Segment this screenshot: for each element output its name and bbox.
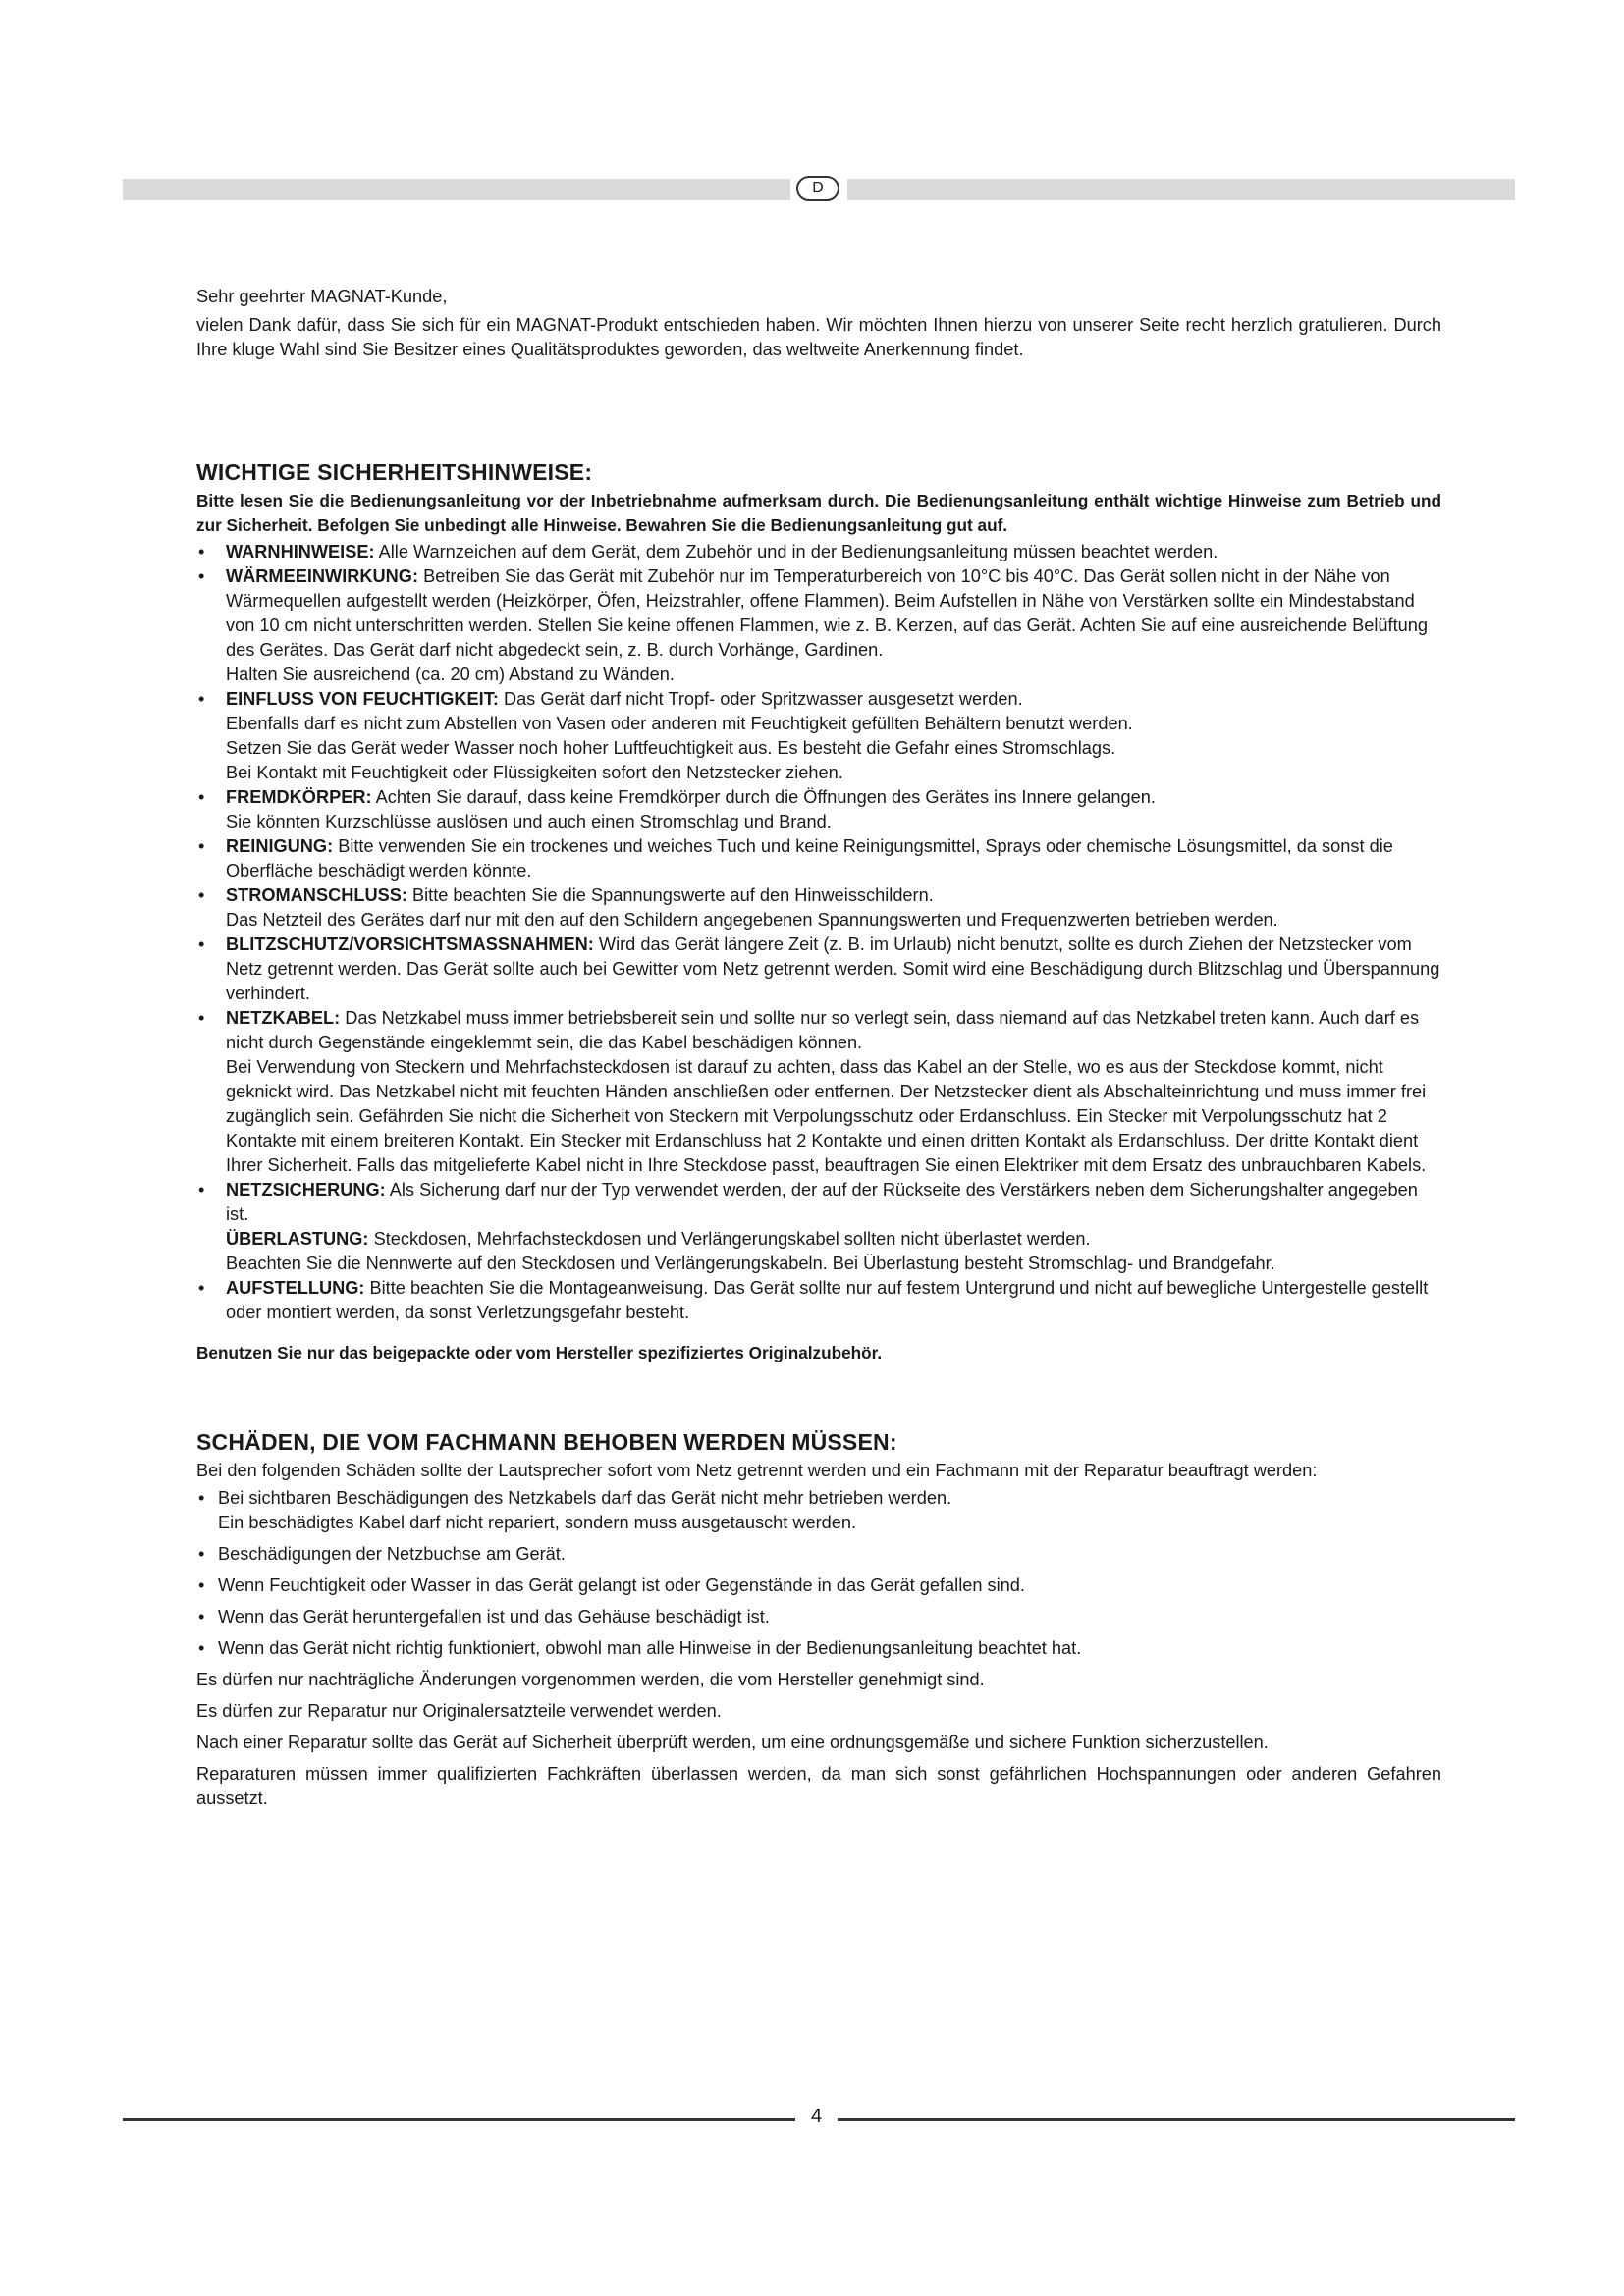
damage-item [196, 1636, 1441, 1661]
safety-item-waermeeinwirkung [196, 564, 1441, 687]
item-keyword: EINFLUSS VON FEUCHTIGKEIT: [226, 689, 499, 709]
safety-item-stromanschluss [196, 883, 1441, 933]
item-text: Bitte beachten Sie die Spannungswerte auf den Hinweisschildern. [411, 885, 934, 905]
bullet: • [198, 566, 205, 586]
item-keyword: NETZKABEL: [226, 1008, 341, 1028]
damage-item [196, 1542, 1441, 1567]
item-text: Sie könnten Kurzschlüsse auslösen und auch einen Stromschlag und Brand. [226, 812, 832, 831]
item-keyword: BLITZSCHUTZ/VORSICHTSMASSNAHMEN: [226, 934, 594, 954]
bullet: • [198, 934, 205, 954]
greeting-salutation: Sehr geehrter MAGNAT-Kunde, [196, 287, 448, 306]
header-bar [123, 179, 1515, 200]
bullet: • [198, 1638, 205, 1658]
language-badge: D [796, 176, 839, 201]
item-text: Beachten Sie die Nennwerte auf den Steckdosen und Verlängerungskabeln. Bei Überlastung besteht Stromschlag- und Brandgefahr. [226, 1254, 1275, 1273]
bullet: • [198, 885, 205, 905]
safety-item-feuchtigkeit [196, 687, 1441, 785]
damage-item [196, 1605, 1441, 1629]
item-keyword: STROMANSCHLUSS: [226, 885, 407, 905]
damage-paragraph: Es dürfen nur nachträgliche Änderungen vorgenommen werden, die vom Hersteller genehmigt sind. [196, 1670, 985, 1689]
bullet: • [198, 1575, 205, 1595]
damage-item [196, 1574, 1441, 1598]
item-text: Halten Sie ausreichend (ca. 20 cm) Abstand zu Wänden. [226, 665, 675, 684]
item-text: Wenn das Gerät heruntergefallen ist und das Gehäuse beschädigt ist. [218, 1607, 770, 1627]
damage-paragraph: Nach einer Reparatur sollte das Gerät auf Sicherheit überprüft werden, um eine ordnungsgemäße und sichere Funktion sicherzustellen. [196, 1733, 1269, 1752]
bullet: • [198, 542, 205, 561]
item-text: Das Netzkabel muss immer betriebsbereit sein und sollte nur so verlegt sein, dass niemand auf das Netzkabel treten kann. Auch darf es nicht durch Gegenstände eingeklemmt sein, die das Kabel beschädigen können. [226, 1008, 1420, 1052]
item-keyword: WÄRMEEINWIRKUNG: [226, 566, 418, 586]
item-text: Bei sichtbaren Beschädigungen des Netzkabels darf das Gerät nicht mehr betrieben werden. [218, 1488, 952, 1508]
header-rule-right [847, 179, 1515, 200]
safety-item-warnhinweise [196, 540, 1441, 564]
safety-item-aufstellung [196, 1276, 1441, 1325]
safety-closing: Benutzen Sie nur das beigepackte oder vom Hersteller spezifiziertes Originalzubehör. [196, 1343, 883, 1362]
page-content [196, 285, 1441, 1818]
bullet: • [198, 1278, 205, 1298]
item-keyword: FREMDKÖRPER: [226, 787, 372, 807]
bullet: • [198, 1607, 205, 1627]
item-text: Steckdosen, Mehrfachsteckdosen und Verlängerungskabel sollten nicht überlastet werden. [373, 1229, 1091, 1249]
damage-item [196, 1486, 1441, 1535]
safety-item-blitzschutz [196, 933, 1441, 1006]
greeting-body: vielen Dank dafür, dass Sie sich für ein MAGNAT-Produkt entschieden haben. Wir möchten Ihnen hierzu von unserer Seite recht herzlich gratulieren. Durch Ihre kluge Wahl sind Sie Besitzer eines Qualitätsproduktes geworden, das weltweite Anerkennung findet. [196, 315, 1441, 359]
damage-heading: SCHÄDEN, DIE VOM FACHMANN BEHOBEN WERDEN MÜSSEN: [196, 1429, 897, 1455]
bullet: • [198, 787, 205, 807]
header-rule-left [123, 179, 790, 200]
item-text: Betreiben Sie das Gerät mit Zubehör nur im Temperaturbereich von 10°C bis 40°C. Das Gerät sollen nicht in der Nähe von Wärmequellen aufgestellt werden (Heizkörper, Öfen, Heizstrahler, offene Flammen). Beim Aufstellen in Nähe von Verstärken sollte ein Mindestabstand von 10 cm nicht unterschritten werden. Stellen Sie keine offenen Flammen, wie z. B. Kerzen, auf das Gerät. Achten Sie auf eine ausreichende Belüftung des Gerätes. Das Gerät darf nicht abgedeckt sein, z. B. durch Vorhänge, Gardinen. [226, 566, 1428, 660]
item-text: Wenn Feuchtigkeit oder Wasser in das Gerät gelangt ist oder Gegenstände in das Gerät gefallen sind. [218, 1575, 1025, 1595]
item-text: Beschädigungen der Netzbuchse am Gerät. [218, 1544, 566, 1564]
safety-item-netzkabel [196, 1006, 1441, 1178]
item-text: Wenn das Gerät nicht richtig funktioniert, obwohl man alle Hinweise in der Bedienungsanleitung beachtet hat. [218, 1638, 1082, 1658]
damage-list [196, 1486, 1441, 1661]
safety-list [196, 540, 1441, 1325]
item-text: Bitte beachten Sie die Montageanweisung. Das Gerät sollte nur auf festem Untergrund und nicht auf bewegliche Untergestelle gestellt oder montiert werden, da sonst Verletzungsgefahr besteht. [226, 1278, 1429, 1322]
item-keyword: WARNHINWEISE: [226, 542, 375, 561]
safety-intro: Bitte lesen Sie die Bedienungsanleitung vor der Inbetriebnahme aufmerksam durch. Die Bedienungsanleitung enthält wichtige Hinweise zum Betrieb und zur Sicherheit. Befolgen Sie unbedingt alle Hinweise. Bewahren Sie die Bedienungsanleitung gut auf. [196, 491, 1441, 535]
item-text: Bitte verwenden Sie ein trockenes und weiches Tuch und keine Reinigungsmittel, Sprays oder chemische Lösungsmittel, da sonst die Oberfläche beschädigt werden könnte. [226, 836, 1393, 881]
bullet: • [198, 689, 205, 709]
item-text: Setzen Sie das Gerät weder Wasser noch hoher Luftfeuchtigkeit aus. Es besteht die Gefahr eines Stromschlags. [226, 738, 1116, 758]
bullet: • [198, 1180, 205, 1200]
bullet: • [198, 836, 205, 856]
safety-heading: WICHTIGE SICHERHEITSHINWEISE: [196, 459, 593, 485]
footer-rule-right [838, 2118, 1515, 2121]
bullet: • [198, 1488, 205, 1508]
bullet: • [198, 1544, 205, 1564]
damage-paragraph: Reparaturen müssen immer qualifizierten Fachkräften überlassen werden, da man sich sonst gefährlichen Hochspannungen oder anderen Gefahren aussetzt. [196, 1764, 1441, 1808]
item-text: Das Gerät darf nicht Tropf- oder Spritzwasser ausgesetzt werden. [503, 689, 1023, 709]
safety-item-netzsicherung [196, 1178, 1441, 1276]
item-text: Ein beschädigtes Kabel darf nicht repariert, sondern muss ausgetauscht werden. [218, 1513, 857, 1532]
item-text: Ebenfalls darf es nicht zum Abstellen von Vasen oder anderen mit Feuchtigkeit gefüllten Behältern benutzt werden. [226, 714, 1133, 733]
item-keyword: NETZSICHERUNG: [226, 1180, 386, 1200]
item-text: Das Netzteil des Gerätes darf nur mit den auf den Schildern angegebenen Spannungswerten und Frequenzwerten betrieben werden. [226, 910, 1278, 930]
item-text: Achten Sie darauf, dass keine Fremdkörper durch die Öffnungen des Gerätes ins Innere gelangen. [375, 787, 1156, 807]
item-subkeyword: ÜBERLASTUNG: [226, 1229, 369, 1249]
item-text: Wird das Gerät längere Zeit (z. B. im Urlaub) nicht benutzt, sollte es durch Ziehen der Netzstecker vom Netz getrennt werden. Das Gerät sollte auch bei Gewitter vom Netz getrennt werden. Somit wird eine Beschädigung durch Blitzschlag und Überspannung verhindert. [226, 934, 1440, 1003]
page-number: 4 [810, 2106, 823, 2127]
item-keyword: AUFSTELLUNG: [226, 1278, 365, 1298]
damage-paragraph: Es dürfen zur Reparatur nur Originalersatzteile verwendet werden. [196, 1701, 722, 1721]
item-text: Als Sicherung darf nur der Typ verwendet werden, der auf der Rückseite des Verstärkers neben dem Sicherungshalter angegeben ist. [226, 1180, 1418, 1224]
item-keyword: REINIGUNG: [226, 836, 334, 856]
safety-item-fremdkoerper [196, 785, 1441, 834]
safety-item-reinigung [196, 834, 1441, 883]
item-text: Bei Kontakt mit Feuchtigkeit oder Flüssigkeiten sofort den Netzstecker ziehen. [226, 763, 843, 782]
item-text: Alle Warnzeichen auf dem Gerät, dem Zubehör und in der Bedienungsanleitung müssen beachtet werden. [378, 542, 1218, 561]
footer-rule-left [123, 2118, 795, 2121]
damage-intro: Bei den folgenden Schäden sollte der Lautsprecher sofort vom Netz getrennt werden und ein Fachmann mit der Reparatur beauftragt werden: [196, 1461, 1318, 1480]
item-text: Bei Verwendung von Steckern und Mehrfachsteckdosen ist darauf zu achten, dass das Kabel an der Stelle, wo es aus der Steckdose kommt, nicht geknickt wird. Das Netzkabel nicht mit feuchten Händen anschließen oder entfernen. Der Netzstecker dient als Abschalteinrichtung und muss immer frei zugänglich sein. Gefährden Sie nicht die Sicherheit von Steckern mit Verpolungsschutz oder Erdanschluss. Ein Stecker mit Verpolungsschutz hat 2 Kontakte mit einem breiteren Kontakt. Ein Stecker mit Erdanschluss hat 2 Kontakte und einen dritten Kontakt als Erdanschluss. Der dritte Kontakt dient Ihrer Sicherheit. Falls das mitgelieferte Kabel nicht in Ihre Steckdose passt, beauftragen Sie einen Elektriker mit dem Ersatz des unbrauchbaren Kabels. [226, 1057, 1427, 1175]
bullet: • [198, 1008, 205, 1028]
